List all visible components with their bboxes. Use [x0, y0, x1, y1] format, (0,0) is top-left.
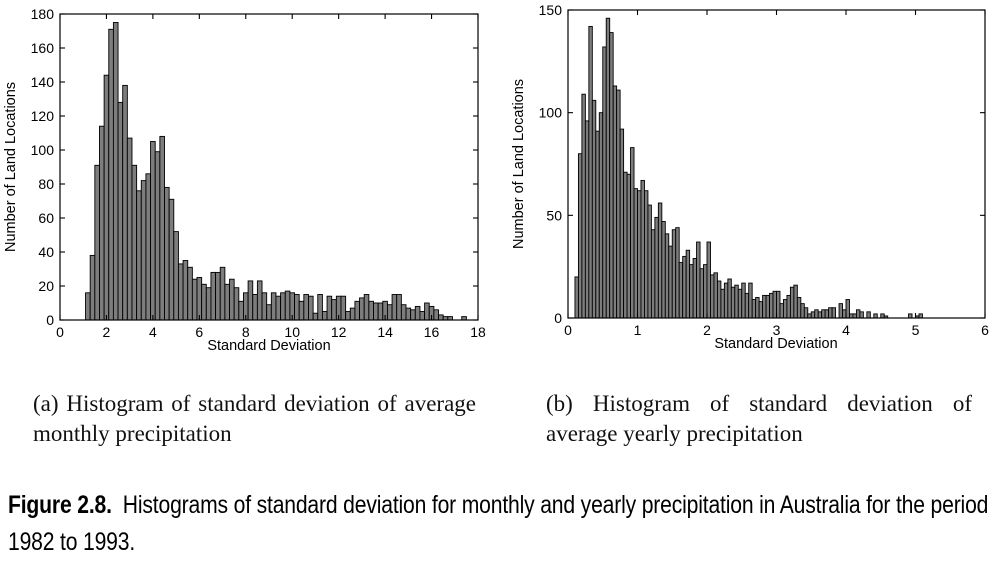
histogram-bar: [787, 295, 790, 318]
x-tick-label: 0: [56, 324, 64, 340]
histogram-bar: [700, 269, 703, 318]
histogram-bar: [780, 304, 783, 318]
histogram-bar: [248, 281, 253, 320]
y-tick-label: 150: [538, 2, 562, 18]
histogram-bar: [735, 285, 738, 318]
histogram-bar: [364, 295, 369, 321]
histogram-bar: [225, 284, 230, 320]
plot-area-b: [539, 2, 989, 338]
histogram-bar: [638, 191, 641, 318]
histogram-bar: [766, 295, 769, 318]
histogram-bar: [257, 281, 262, 320]
histogram-bar: [355, 301, 360, 320]
y-tick-label: 180: [30, 6, 54, 22]
y-tick-label: 40: [38, 244, 54, 260]
histogram-bar: [183, 261, 188, 321]
y-tick-label: 20: [38, 278, 54, 294]
histogram-bar: [392, 295, 397, 321]
x-tick-label: 6: [981, 322, 989, 338]
histogram-bar: [669, 246, 672, 318]
histogram-bar: [276, 296, 281, 320]
histogram-bar: [281, 293, 286, 320]
histogram-bar: [346, 312, 351, 321]
histogram-bar: [439, 315, 444, 320]
histogram-bar: [651, 230, 654, 318]
histogram-bar: [624, 172, 627, 318]
histogram-bar: [360, 298, 365, 320]
histogram-bar: [230, 279, 235, 320]
histogram-bar: [815, 310, 818, 318]
histogram-bar: [804, 308, 807, 318]
histogram-bar: [174, 232, 179, 320]
histogram-bar: [606, 18, 609, 318]
histogram-bar: [731, 287, 734, 318]
histogram-bar: [728, 279, 731, 318]
histogram-bar: [756, 297, 759, 318]
histogram-bar: [818, 312, 821, 318]
figure-caption: [8, 487, 997, 561]
histogram-bar: [374, 303, 379, 320]
histogram-bar: [151, 142, 156, 321]
x-tick-label: 4: [842, 322, 850, 338]
histogram-bar: [759, 302, 762, 318]
histogram-bar: [610, 33, 613, 318]
histogram-bar: [216, 272, 221, 320]
histogram-bar: [99, 126, 104, 320]
x-tick-label: 16: [423, 324, 440, 340]
histogram-bar: [617, 90, 620, 318]
histogram-bar: [710, 275, 713, 318]
histogram-bar: [592, 100, 595, 318]
histogram-bar: [641, 180, 644, 318]
histogram-bar: [308, 296, 313, 320]
histogram-bar: [832, 308, 835, 318]
x-tick-label: 3: [772, 322, 781, 338]
histogram-bar: [90, 255, 95, 320]
figure-caption-text: Histograms of standard deviation for monthly and yearly precipitation in Australia for the period 1982 to 1993.: [8, 491, 989, 556]
y-tick-label: 0: [46, 312, 54, 328]
histogram-bar: [420, 312, 425, 321]
histogram-bar: [648, 205, 651, 318]
histogram-bar: [211, 272, 216, 320]
histogram-bar: [829, 308, 832, 318]
x-tick-label: 2: [703, 322, 711, 338]
histogram-bar: [327, 296, 332, 320]
y-tick-label: 160: [30, 40, 54, 56]
histogram-bar: [585, 121, 588, 318]
histogram-bar: [127, 138, 132, 320]
histogram-bar: [109, 29, 114, 320]
histogram-bar: [742, 283, 745, 318]
histogram-bar: [856, 310, 859, 318]
histogram-bar: [596, 131, 599, 318]
histogram-bar: [425, 303, 430, 320]
histogram-bar: [434, 310, 439, 320]
histogram-bar: [644, 191, 647, 318]
y-tick-label: 0: [554, 310, 562, 326]
histogram-bar: [631, 148, 634, 318]
histogram-bar: [387, 305, 392, 320]
histogram-bar: [745, 293, 748, 318]
histogram-bar: [658, 203, 661, 318]
histogram-bar: [271, 293, 276, 320]
histogram-bar: [341, 296, 346, 320]
histogram-bar: [160, 136, 165, 320]
histogram-bar: [146, 174, 151, 320]
figure-caption-label: Figure 2.8.: [8, 491, 112, 519]
histogram-bar: [801, 304, 804, 318]
histogram-bar: [582, 94, 585, 318]
histogram-bar: [267, 305, 272, 320]
histogram-bar: [239, 301, 244, 320]
histogram-bar: [132, 165, 137, 320]
x-tick-label: 14: [377, 324, 393, 340]
y-tick-label: 100: [30, 142, 54, 158]
histogram-bar: [575, 277, 578, 318]
histogram-bar: [411, 310, 416, 320]
histogram-bar: [752, 300, 755, 318]
histogram-bar: [662, 221, 665, 318]
histogram-bar: [919, 314, 922, 318]
histogram-bar: [867, 312, 870, 318]
histogram-bar: [599, 113, 602, 318]
histogram-bar: [155, 152, 160, 320]
histogram-bar: [676, 228, 679, 318]
y-tick-label: 100: [538, 104, 562, 121]
x-tick-label: 8: [241, 324, 250, 340]
histogram-bar: [188, 267, 193, 320]
histogram-bar: [295, 295, 300, 321]
histogram-bar: [401, 305, 406, 320]
histogram-bar: [141, 181, 146, 320]
histogram-bar: [770, 293, 773, 318]
histogram-bar: [613, 86, 616, 318]
histogram-bar: [763, 295, 766, 318]
histogram-bar: [790, 287, 793, 318]
histogram-bar: [721, 289, 724, 318]
y-axis-label-a: Number of Land Locations: [3, 81, 19, 253]
histogram-bar: [86, 293, 91, 320]
histogram-bar: [620, 129, 623, 318]
histogram-bar: [686, 250, 689, 318]
histogram-bar: [839, 304, 842, 318]
histogram-bar: [783, 300, 786, 318]
histogram-bar: [811, 312, 814, 318]
histogram-bar: [909, 314, 912, 318]
histogram-bar: [704, 265, 707, 318]
histogram-bar: [206, 288, 211, 320]
histogram-bar: [849, 314, 852, 318]
histogram-bar: [749, 283, 752, 318]
histogram-bar: [853, 314, 856, 318]
histogram-bar: [860, 312, 863, 318]
histogram-bar: [285, 291, 290, 320]
y-tick-label: 120: [30, 108, 54, 124]
histogram-bar: [262, 293, 267, 320]
histogram-bar: [603, 47, 606, 318]
histogram-bar: [304, 295, 309, 321]
histogram-bar: [220, 267, 225, 320]
x-tick-label: 2: [102, 324, 111, 340]
histogram-bar: [679, 263, 682, 318]
x-tick-label: 10: [284, 324, 301, 340]
histogram-bar: [825, 310, 828, 318]
histogram-bar: [234, 288, 239, 320]
histogram-bar: [104, 75, 109, 320]
histogram-bar: [169, 199, 174, 320]
x-tick-label: 4: [148, 324, 157, 340]
y-axis-label-b: Number of Land Locations: [511, 78, 527, 250]
x-axis-label-a: Standard Deviation: [207, 338, 331, 354]
histogram-bar: [192, 279, 197, 320]
histogram-bar: [738, 289, 741, 318]
y-tick-label: 80: [38, 176, 54, 192]
histogram-bar: [665, 234, 668, 318]
histogram-bar: [690, 265, 693, 318]
panel-caption-b: (b) Histogram of standard deviation of average yearly precipitation: [546, 391, 972, 446]
histogram-bar: [332, 300, 337, 320]
histogram-bar: [397, 295, 402, 321]
histogram-bar: [589, 26, 592, 318]
histogram-bar: [627, 174, 630, 318]
histogram-bar: [683, 256, 686, 318]
histogram-bar: [724, 283, 727, 318]
histogram-bar: [634, 189, 637, 318]
y-tick-label: 60: [38, 210, 54, 226]
x-tick-label: 6: [195, 324, 204, 340]
histogram-bar: [707, 242, 710, 318]
histogram-bar: [137, 191, 142, 320]
x-tick-label: 0: [564, 322, 572, 338]
histogram-panel-a: [0, 0, 500, 360]
histogram-bar: [406, 308, 411, 320]
histogram-bar: [655, 217, 658, 318]
x-tick-label: 5: [911, 322, 920, 338]
histogram-bar: [378, 303, 383, 320]
x-tick-label: 12: [330, 324, 347, 340]
histogram-bar: [322, 312, 327, 321]
histogram-bar: [202, 284, 207, 320]
histogram-bar: [693, 258, 696, 318]
histogram-bar: [717, 281, 720, 318]
histogram-bar: [697, 242, 700, 318]
histogram-bar: [318, 295, 323, 321]
histogram-bar: [299, 301, 304, 320]
histogram-bar: [165, 187, 170, 320]
panel-caption-a: (a) Histogram of standard deviation of average monthly precipitation: [33, 391, 476, 446]
histogram-bar: [808, 314, 811, 318]
x-tick-label: 1: [633, 322, 642, 338]
histogram-bar: [714, 273, 717, 318]
histogram-bar: [822, 310, 825, 318]
histogram-bar: [797, 297, 800, 318]
histogram-bar: [178, 264, 183, 320]
histogram-bar: [253, 295, 258, 321]
x-tick-label: 18: [470, 324, 486, 340]
y-tick-label: 140: [30, 74, 54, 90]
plot-area-a: [31, 6, 486, 340]
x-axis-label-b: Standard Deviation: [714, 336, 838, 352]
histogram-bar: [95, 165, 100, 320]
histogram-panel-b: [500, 0, 1003, 360]
histogram-bar: [415, 306, 420, 320]
histogram-bar: [794, 285, 797, 318]
histogram-bar: [369, 301, 374, 320]
histogram-bar: [123, 85, 128, 320]
histogram-bar: [313, 313, 318, 320]
histogram-bar: [118, 102, 123, 320]
histogram-bar: [874, 314, 877, 318]
histogram-bar: [672, 230, 675, 318]
histogram-bar: [578, 154, 581, 318]
histogram-bar: [113, 23, 118, 321]
y-tick-label: 50: [546, 207, 562, 224]
histogram-bar: [350, 308, 355, 320]
histogram-bar: [881, 314, 884, 318]
histogram-bar: [197, 278, 202, 321]
